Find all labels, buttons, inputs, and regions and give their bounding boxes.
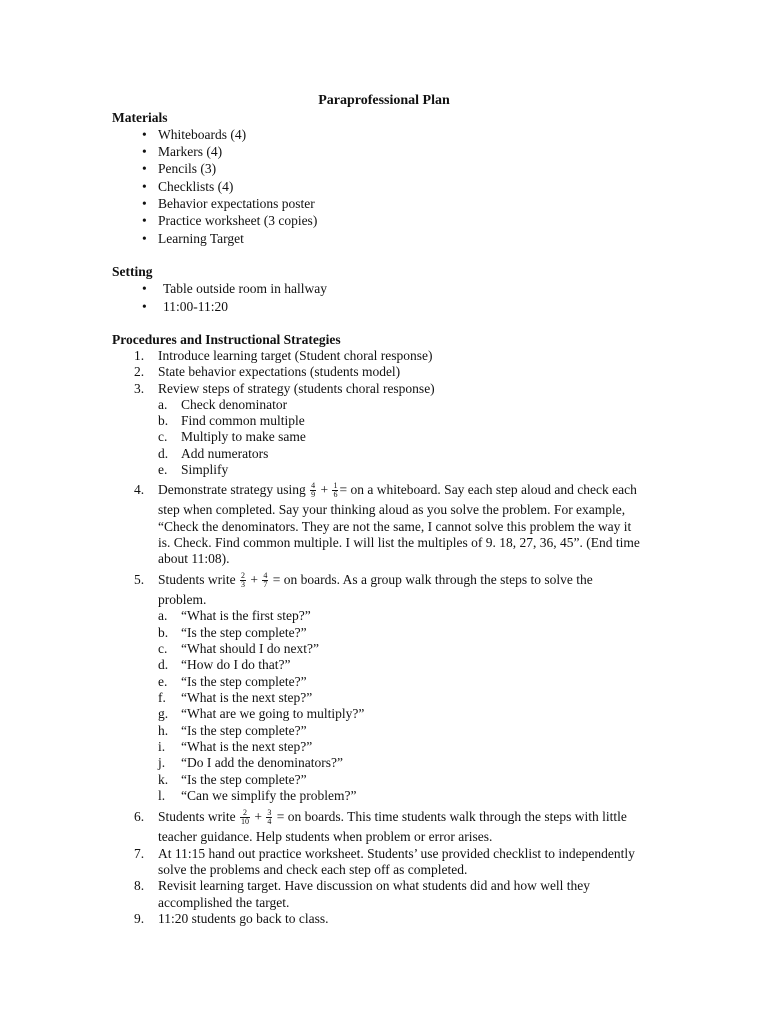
step-text-segment: = on boards. This time students walk through the steps with little xyxy=(276,809,627,824)
step-text: 11:20 students go back to class. xyxy=(158,911,329,926)
bullet: • xyxy=(142,161,147,176)
sub-letter: e. xyxy=(158,462,168,477)
sub-item: “Is the step complete?” xyxy=(181,772,307,787)
sub-letter: c. xyxy=(158,429,168,444)
bullet: • xyxy=(142,213,147,228)
sub-letter: d. xyxy=(158,446,169,461)
list-item: Markers (4) xyxy=(158,144,223,159)
step-text: Revisit learning target. Have discussion on what students did and how well they xyxy=(158,878,591,893)
step-number: 2. xyxy=(134,364,145,379)
setting-heading: Setting xyxy=(112,264,153,279)
sub-item: “What are we going to multiply?” xyxy=(181,706,365,721)
step-text-segment: Students write xyxy=(158,809,236,824)
plus-sign: + xyxy=(250,572,258,587)
step-text-segment: = on boards. As a group walk through the steps to solve the xyxy=(272,572,593,587)
numerator: 4 xyxy=(311,481,316,491)
list-item: Learning Target xyxy=(158,231,244,246)
numerator: 4 xyxy=(263,571,268,581)
numerator: 2 xyxy=(240,809,250,818)
list-item: Practice worksheet (3 copies) xyxy=(158,213,318,228)
sub-letter: i. xyxy=(158,739,166,754)
sub-letter: j. xyxy=(158,755,166,770)
bullet: • xyxy=(142,231,147,246)
step-text-line: “Check the denominators. They are not the same, I cannot solve this problem the way it xyxy=(158,519,632,534)
sub-item: “Is the step complete?” xyxy=(181,674,307,689)
sub-item: “What is the next step?” xyxy=(181,690,313,705)
step-text-line: teacher guidance. Help students when problem or error arises. xyxy=(158,829,493,844)
sub-item: Simplify xyxy=(181,462,229,477)
page-title: Paraprofessional Plan xyxy=(318,93,450,108)
denominator: 6 xyxy=(333,490,338,500)
sub-letter: c. xyxy=(158,641,168,656)
denominator: 4 xyxy=(267,817,272,827)
sub-item: “Can we simplify the problem?” xyxy=(181,788,357,803)
step-text: State behavior expectations (students model) xyxy=(158,364,401,379)
step-text-line: about 11:08). xyxy=(158,551,230,566)
sub-letter: f. xyxy=(158,690,166,705)
fraction xyxy=(332,482,338,499)
step-text-line: accomplished the target. xyxy=(158,895,290,910)
step-number: 6. xyxy=(134,809,145,824)
step-text: Review steps of strategy (students choral response) xyxy=(158,381,435,396)
list-item: Whiteboards (4) xyxy=(158,127,247,142)
sub-item: Multiply to make same xyxy=(181,429,306,444)
sub-item: Find common multiple xyxy=(181,413,305,428)
step-number: 9. xyxy=(134,911,145,926)
bullet: • xyxy=(142,179,147,194)
step-text-segment: = on a whiteboard. Say each step aloud and check each xyxy=(339,482,637,497)
sub-letter: h. xyxy=(158,723,169,738)
sub-letter: l. xyxy=(158,788,166,803)
list-item: Table outside room in hallway xyxy=(163,281,328,296)
sub-item: “Is the step complete?” xyxy=(181,625,307,640)
numerator: 2 xyxy=(241,571,245,581)
list-item: Behavior expectations poster xyxy=(158,196,315,211)
sub-letter: b. xyxy=(158,625,169,640)
sub-item: “What is the first step?” xyxy=(181,608,311,623)
fraction xyxy=(240,809,250,826)
sub-item: “What should I do next?” xyxy=(181,641,319,656)
list-item: Checklists (4) xyxy=(158,179,234,194)
bullet: • xyxy=(142,196,147,211)
materials-heading: Materials xyxy=(112,110,168,125)
bullet: • xyxy=(142,281,147,296)
sub-letter: d. xyxy=(158,657,169,672)
fraction xyxy=(310,482,316,499)
procedures-heading: Procedures and Instructional Strategies xyxy=(112,332,341,347)
denominator: 10 xyxy=(241,817,249,827)
bullet: • xyxy=(142,127,147,142)
step-text-segment: Students write xyxy=(158,572,236,587)
fraction xyxy=(266,809,272,826)
list-item: Pencils (3) xyxy=(158,161,217,176)
sub-item: Add numerators xyxy=(181,446,269,461)
step-number: 8. xyxy=(134,878,145,893)
sub-letter: e. xyxy=(158,674,168,689)
numerator: 1 xyxy=(333,481,338,491)
sub-letter: a. xyxy=(158,397,168,412)
denominator: 9 xyxy=(311,490,316,500)
plus-sign: + xyxy=(320,482,329,497)
bullet: • xyxy=(142,299,147,314)
step-text-line: is. Check. Find common multiple. I will list the multiples of 9. 18, 27, 36, 45”. (End time xyxy=(158,535,640,550)
denominator: 3 xyxy=(241,580,245,590)
sub-item: “What is the next step?” xyxy=(181,739,313,754)
step-number: 5. xyxy=(134,572,145,587)
sub-letter: g. xyxy=(158,706,169,721)
sub-item: “How do I do that?” xyxy=(181,657,291,672)
numerator: 3 xyxy=(267,808,272,818)
fraction xyxy=(240,572,246,589)
step-text-segment: Demonstrate strategy using xyxy=(158,482,306,497)
list-item: 11:00-11:20 xyxy=(163,299,228,314)
step-number: 4. xyxy=(134,482,145,497)
sub-item: “Do I add the denominators?” xyxy=(181,755,343,770)
step-text: Introduce learning target (Student choral response) xyxy=(158,348,433,363)
step-text xyxy=(158,564,593,596)
sub-letter: a. xyxy=(158,608,168,623)
sub-letter: k. xyxy=(158,772,169,787)
sub-letter: b. xyxy=(158,413,169,428)
step-text-line: problem. xyxy=(158,592,207,607)
sub-item: “Is the step complete?” xyxy=(181,723,307,738)
step-number: 1. xyxy=(134,348,145,363)
step-text-line: step when completed. Say your thinking aloud as you solve the problem. For example, xyxy=(158,502,626,517)
step-number: 7. xyxy=(134,846,145,861)
step-text: At 11:15 hand out practice worksheet. Students’ use provided checklist to independently xyxy=(158,846,635,861)
sub-item: Check denominator xyxy=(181,397,288,412)
bullet: • xyxy=(142,144,147,159)
denominator: 7 xyxy=(263,580,268,590)
step-number: 3. xyxy=(134,381,145,396)
plus-sign: + xyxy=(254,809,262,824)
fraction xyxy=(262,572,268,589)
step-text-line: solve the problems and check each step off as completed. xyxy=(158,862,468,877)
